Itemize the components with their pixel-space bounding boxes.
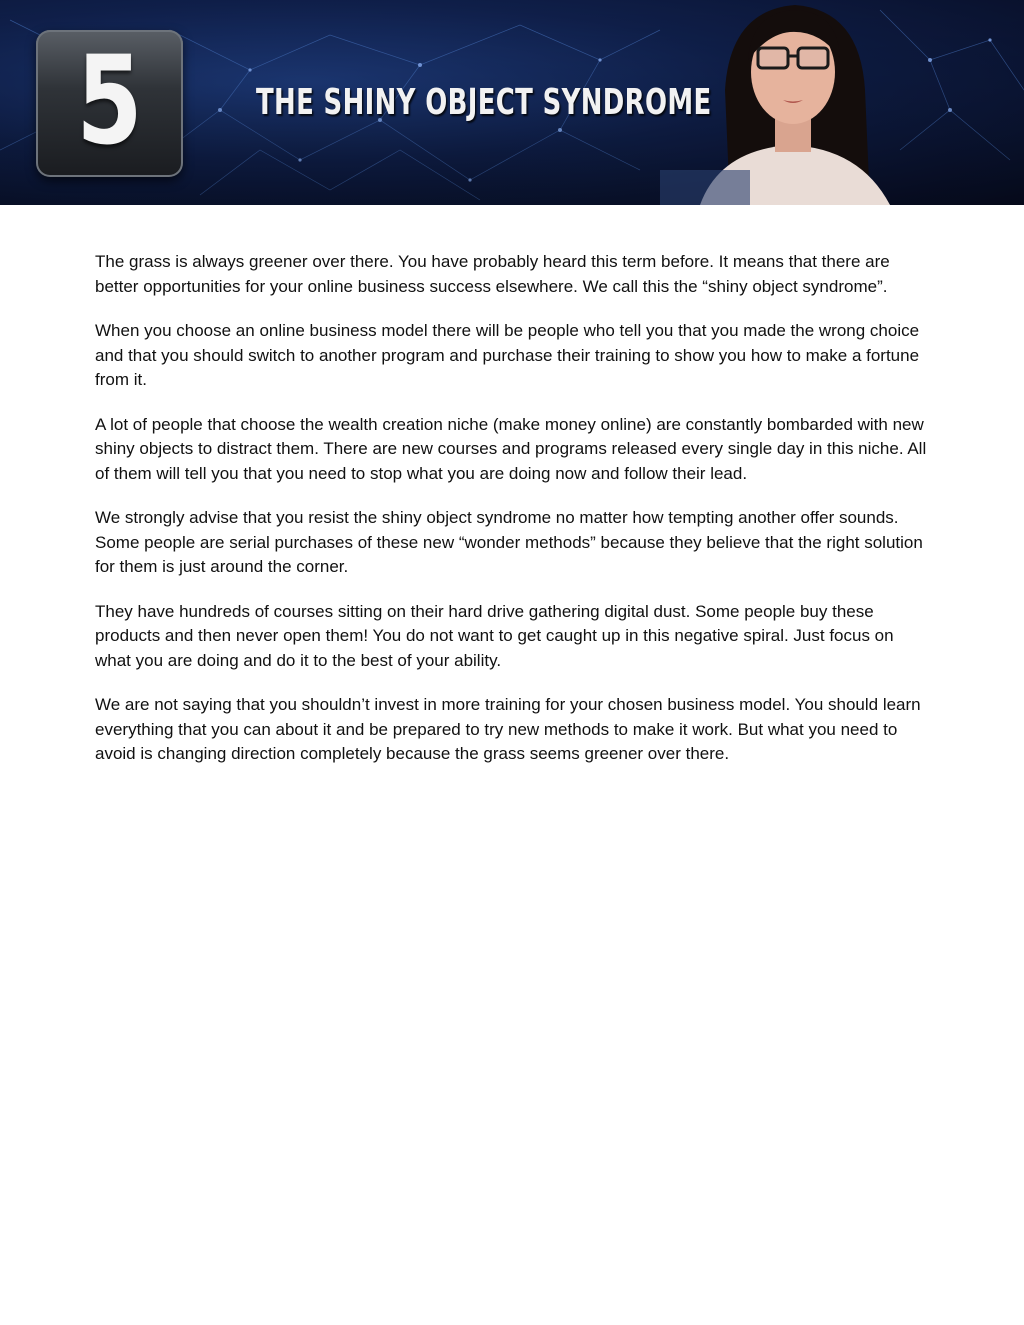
chapter-title: THE SHINY OBJECT SYNDROME [256, 82, 712, 123]
paragraph: The grass is always greener over there. You have probably heard this term before. It means that there are better opportunities for your online business success elsewhere. We call this the “shiny object syndrome”. [95, 252, 890, 296]
chapter-number-badge [36, 30, 183, 177]
paragraph: They have hundreds of courses sitting on their hard drive gathering digital dust. Some people buy these products and then never open them! You do not want to get caught up in this negative spiral. Just focus on what you are doing and do it to the best of your ability. [95, 601, 894, 670]
paragraph: A lot of people that choose the wealth creation niche (make money online) are constantly bombarded with new shiny objects to distract them. There are new courses and programs released every single day in this niche. All of them will tell you that you need to stop what you are doing now and follow their lead. [95, 414, 927, 483]
paragraph: We strongly advise that you resist the shiny object syndrome no matter how tempting another offer sounds. Some people are serial purchases of these new “wonder methods” because they believe that the right solution for them is just around the corner. [95, 508, 923, 576]
chapter-number: 5 [76, 30, 143, 172]
chapter-banner [0, 0, 1024, 205]
body-text [95, 250, 930, 787]
paragraph: When you choose an online business model there will be people who tell you that you made the wrong choice and that you should switch to another program and purchase their training to show you how to make a fortune from it. [95, 321, 920, 389]
paragraph: We are not saying that you shouldn’t invest in more training for your chosen business model. You should learn everything that you can about it and be prepared to try new methods to make it work. But what you need to avoid is changing direction completely because the grass seems greener over there. [95, 695, 921, 763]
